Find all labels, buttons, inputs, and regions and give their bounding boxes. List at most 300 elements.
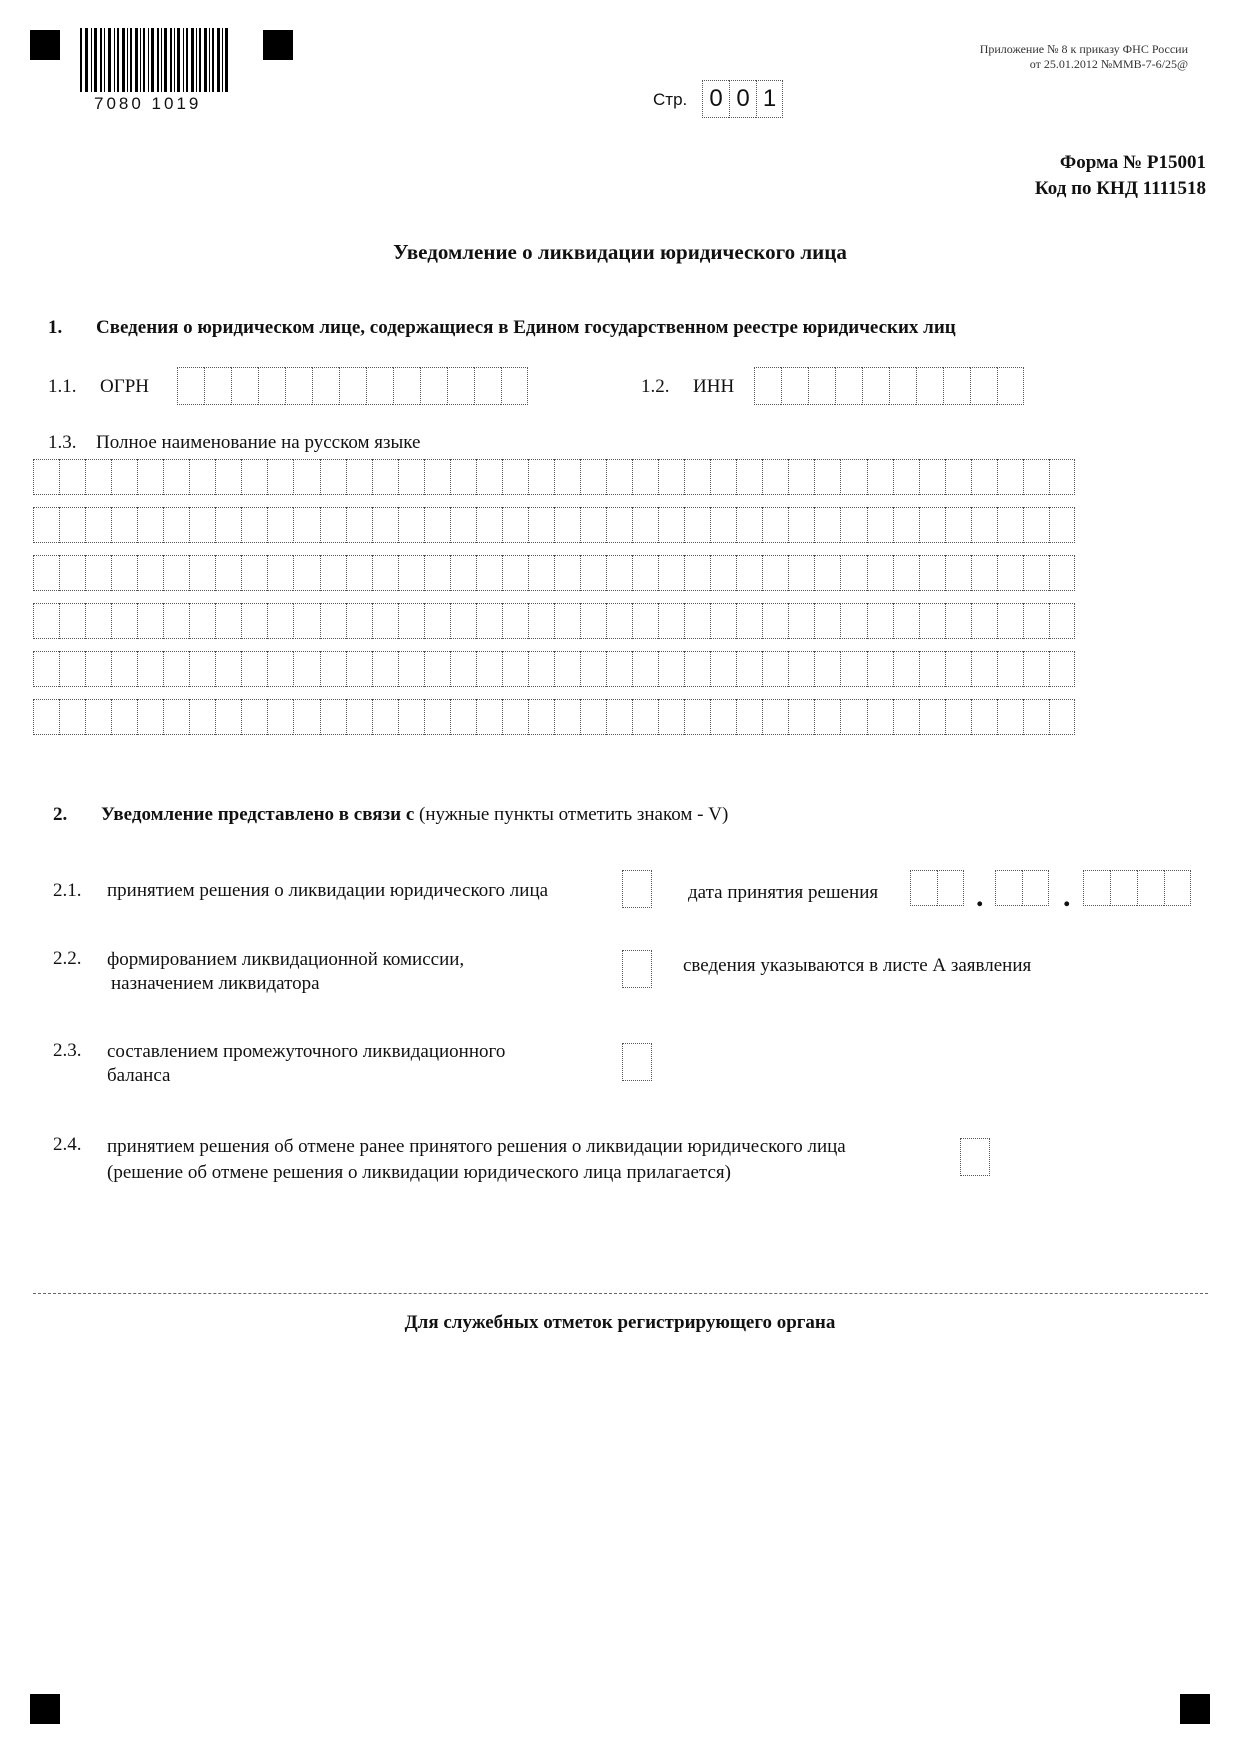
full-name-char-cell[interactable] bbox=[606, 603, 632, 639]
full-name-char-cell[interactable] bbox=[267, 507, 293, 543]
full-name-char-cell[interactable] bbox=[189, 555, 215, 591]
full-name-char-cell[interactable] bbox=[111, 651, 137, 687]
full-name-char-cell[interactable] bbox=[398, 555, 424, 591]
full-name-char-cell[interactable] bbox=[372, 459, 398, 495]
inn-digit-cell[interactable] bbox=[889, 367, 916, 405]
page-digit-cell: 0 bbox=[702, 80, 729, 118]
full-name-char-cell[interactable] bbox=[398, 699, 424, 735]
full-name-char-cell[interactable] bbox=[710, 603, 736, 639]
full-name-char-cell[interactable] bbox=[632, 603, 658, 639]
full-name-char-cell[interactable] bbox=[762, 651, 788, 687]
full-name-char-cell[interactable] bbox=[293, 603, 319, 639]
full-name-char-cell[interactable] bbox=[320, 651, 346, 687]
full-name-grid-row[interactable] bbox=[33, 699, 1075, 735]
full-name-grid-row[interactable] bbox=[33, 651, 1075, 687]
full-name-char-cell[interactable] bbox=[346, 651, 372, 687]
full-name-char-cell[interactable] bbox=[528, 699, 554, 735]
full-name-char-cell[interactable] bbox=[424, 507, 450, 543]
full-name-char-cell[interactable] bbox=[814, 459, 840, 495]
full-name-char-cell[interactable] bbox=[398, 459, 424, 495]
full-name-char-cell[interactable] bbox=[658, 507, 684, 543]
full-name-char-cell[interactable] bbox=[215, 699, 241, 735]
full-name-char-cell[interactable] bbox=[215, 555, 241, 591]
full-name-char-cell[interactable] bbox=[632, 507, 658, 543]
ogrn-digit-cell[interactable] bbox=[204, 367, 231, 405]
date-digit-cell[interactable] bbox=[1110, 870, 1137, 906]
full-name-char-cell[interactable] bbox=[450, 555, 476, 591]
full-name-char-cell[interactable] bbox=[606, 651, 632, 687]
full-name-char-cell[interactable] bbox=[762, 555, 788, 591]
full-name-char-cell[interactable] bbox=[346, 459, 372, 495]
full-name-char-cell[interactable] bbox=[137, 699, 163, 735]
full-name-char-cell[interactable] bbox=[684, 651, 710, 687]
full-name-char-cell[interactable] bbox=[450, 459, 476, 495]
inn-cells[interactable] bbox=[754, 367, 1024, 405]
full-name-char-cell[interactable] bbox=[1023, 507, 1049, 543]
full-name-char-cell[interactable] bbox=[736, 651, 762, 687]
full-name-char-cell[interactable] bbox=[241, 507, 267, 543]
inn-digit-cell[interactable] bbox=[970, 367, 997, 405]
full-name-char-cell[interactable] bbox=[919, 651, 945, 687]
form-identifiers bbox=[1035, 150, 1206, 202]
full-name-char-cell[interactable] bbox=[736, 459, 762, 495]
full-name-char-cell[interactable] bbox=[450, 651, 476, 687]
ogrn-digit-cell[interactable] bbox=[474, 367, 501, 405]
ogrn-digit-cell[interactable] bbox=[285, 367, 312, 405]
full-name-char-cell[interactable] bbox=[580, 603, 606, 639]
full-name-char-cell[interactable] bbox=[788, 459, 814, 495]
ogrn-digit-cell[interactable] bbox=[312, 367, 339, 405]
full-name-char-cell[interactable] bbox=[346, 603, 372, 639]
full-name-char-cell[interactable] bbox=[945, 603, 971, 639]
full-name-char-cell[interactable] bbox=[476, 603, 502, 639]
full-name-char-cell[interactable] bbox=[163, 699, 189, 735]
full-name-char-cell[interactable] bbox=[163, 459, 189, 495]
inn-digit-cell[interactable] bbox=[997, 367, 1024, 405]
ogrn-digit-cell[interactable] bbox=[420, 367, 447, 405]
full-name-char-cell[interactable] bbox=[1049, 651, 1075, 687]
full-name-char-cell[interactable] bbox=[658, 555, 684, 591]
full-name-char-cell[interactable] bbox=[111, 699, 137, 735]
item-2-2-line-2: назначением ликвидатора bbox=[111, 973, 320, 994]
full-name-char-cell[interactable] bbox=[997, 555, 1023, 591]
full-name-char-cell[interactable] bbox=[424, 699, 450, 735]
full-name-char-cell[interactable] bbox=[346, 699, 372, 735]
full-name-char-cell[interactable] bbox=[189, 651, 215, 687]
full-name-char-cell[interactable] bbox=[476, 459, 502, 495]
full-name-char-cell[interactable] bbox=[241, 459, 267, 495]
full-name-char-cell[interactable] bbox=[867, 507, 893, 543]
decision-date-label: дата принятия решения bbox=[688, 882, 879, 903]
ogrn-digit-cell[interactable] bbox=[339, 367, 366, 405]
full-name-char-cell[interactable] bbox=[919, 507, 945, 543]
full-name-char-cell[interactable] bbox=[606, 507, 632, 543]
inn-digit-cell[interactable] bbox=[835, 367, 862, 405]
full-name-char-cell[interactable] bbox=[554, 651, 580, 687]
full-name-char-cell[interactable] bbox=[111, 555, 137, 591]
full-name-char-cell[interactable] bbox=[267, 699, 293, 735]
full-name-char-cell[interactable] bbox=[320, 555, 346, 591]
full-name-char-cell[interactable] bbox=[945, 651, 971, 687]
full-name-char-cell[interactable] bbox=[736, 507, 762, 543]
full-name-char-cell[interactable] bbox=[632, 459, 658, 495]
full-name-char-cell[interactable] bbox=[59, 603, 85, 639]
ogrn-digit-cell[interactable] bbox=[393, 367, 420, 405]
full-name-char-cell[interactable] bbox=[320, 459, 346, 495]
full-name-char-cell[interactable] bbox=[111, 603, 137, 639]
full-name-char-cell[interactable] bbox=[632, 699, 658, 735]
section-2-number: 2. bbox=[53, 804, 68, 825]
full-name-char-cell[interactable] bbox=[346, 555, 372, 591]
full-name-char-cell[interactable] bbox=[189, 507, 215, 543]
full-name-char-cell[interactable] bbox=[945, 459, 971, 495]
inn-digit-cell[interactable] bbox=[808, 367, 835, 405]
full-name-char-cell[interactable] bbox=[736, 699, 762, 735]
full-name-char-cell[interactable] bbox=[919, 555, 945, 591]
date-digit-cell[interactable] bbox=[1137, 870, 1164, 906]
full-name-char-cell[interactable] bbox=[632, 651, 658, 687]
full-name-char-cell[interactable] bbox=[163, 603, 189, 639]
ogrn-digit-cell[interactable] bbox=[501, 367, 528, 405]
full-name-char-cell[interactable] bbox=[971, 555, 997, 591]
barcode bbox=[80, 28, 230, 92]
item-2-3-text bbox=[107, 1040, 505, 1088]
full-name-char-cell[interactable] bbox=[971, 459, 997, 495]
full-name-char-cell[interactable] bbox=[919, 603, 945, 639]
full-name-char-cell[interactable] bbox=[997, 651, 1023, 687]
full-name-char-cell[interactable] bbox=[762, 699, 788, 735]
full-name-grid-row[interactable] bbox=[33, 459, 1075, 495]
full-name-char-cell[interactable] bbox=[1049, 603, 1075, 639]
full-name-char-cell[interactable] bbox=[267, 555, 293, 591]
full-name-char-cell[interactable] bbox=[658, 603, 684, 639]
full-name-char-cell[interactable] bbox=[1023, 603, 1049, 639]
full-name-char-cell[interactable] bbox=[762, 459, 788, 495]
full-name-char-cell[interactable] bbox=[893, 459, 919, 495]
full-name-char-cell[interactable] bbox=[945, 555, 971, 591]
full-name-char-cell[interactable] bbox=[971, 603, 997, 639]
full-name-char-cell[interactable] bbox=[241, 699, 267, 735]
full-name-char-cell[interactable] bbox=[189, 459, 215, 495]
inn-digit-cell[interactable] bbox=[943, 367, 970, 405]
full-name-char-cell[interactable] bbox=[1049, 555, 1075, 591]
full-name-char-cell[interactable] bbox=[502, 459, 528, 495]
full-name-char-cell[interactable] bbox=[658, 459, 684, 495]
full-name-char-cell[interactable] bbox=[241, 603, 267, 639]
full-name-char-cell[interactable] bbox=[215, 651, 241, 687]
full-name-char-cell[interactable] bbox=[1049, 699, 1075, 735]
date-day-cells[interactable] bbox=[910, 870, 964, 906]
full-name-char-cell[interactable] bbox=[215, 507, 241, 543]
full-name-char-cell[interactable] bbox=[111, 459, 137, 495]
full-name-char-cell[interactable] bbox=[320, 507, 346, 543]
full-name-char-cell[interactable] bbox=[762, 507, 788, 543]
full-name-char-cell[interactable] bbox=[33, 603, 59, 639]
full-name-char-cell[interactable] bbox=[684, 459, 710, 495]
full-name-char-cell[interactable] bbox=[1023, 555, 1049, 591]
full-name-char-cell[interactable] bbox=[632, 555, 658, 591]
official-marks-heading: Для служебных отметок регистрирующего органа bbox=[404, 1312, 836, 1333]
full-name-char-cell[interactable] bbox=[85, 507, 111, 543]
full-name-char-cell[interactable] bbox=[450, 603, 476, 639]
full-name-char-cell[interactable] bbox=[33, 507, 59, 543]
full-name-char-cell[interactable] bbox=[320, 699, 346, 735]
full-name-char-cell[interactable] bbox=[554, 555, 580, 591]
full-name-char-cell[interactable] bbox=[189, 699, 215, 735]
full-name-char-cell[interactable] bbox=[710, 507, 736, 543]
full-name-char-cell[interactable] bbox=[111, 507, 137, 543]
full-name-char-cell[interactable] bbox=[814, 651, 840, 687]
full-name-char-cell[interactable] bbox=[893, 651, 919, 687]
full-name-char-cell[interactable] bbox=[658, 651, 684, 687]
date-digit-cell[interactable] bbox=[1022, 870, 1049, 906]
full-name-char-cell[interactable] bbox=[476, 555, 502, 591]
full-name-char-cell[interactable] bbox=[502, 507, 528, 543]
full-name-char-cell[interactable] bbox=[320, 603, 346, 639]
full-name-char-cell[interactable] bbox=[606, 699, 632, 735]
full-name-char-cell[interactable] bbox=[814, 507, 840, 543]
full-name-char-cell[interactable] bbox=[398, 507, 424, 543]
full-name-char-cell[interactable] bbox=[137, 603, 163, 639]
full-name-char-cell[interactable] bbox=[814, 699, 840, 735]
full-name-char-cell[interactable] bbox=[528, 651, 554, 687]
full-name-grid-row[interactable] bbox=[33, 507, 1075, 543]
full-name-char-cell[interactable] bbox=[893, 603, 919, 639]
full-name-label: Полное наименование на русском языке bbox=[96, 432, 421, 453]
full-name-char-cell[interactable] bbox=[163, 555, 189, 591]
full-name-char-cell[interactable] bbox=[1049, 507, 1075, 543]
full-name-char-cell[interactable] bbox=[580, 555, 606, 591]
inn-digit-cell[interactable] bbox=[754, 367, 781, 405]
full-name-char-cell[interactable] bbox=[528, 507, 554, 543]
full-name-char-cell[interactable] bbox=[945, 507, 971, 543]
full-name-char-cell[interactable] bbox=[85, 555, 111, 591]
full-name-char-cell[interactable] bbox=[215, 459, 241, 495]
full-name-char-cell[interactable] bbox=[580, 651, 606, 687]
full-name-char-cell[interactable] bbox=[788, 699, 814, 735]
full-name-char-cell[interactable] bbox=[945, 699, 971, 735]
full-name-char-cell[interactable] bbox=[1023, 651, 1049, 687]
full-name-char-cell[interactable] bbox=[372, 603, 398, 639]
full-name-char-cell[interactable] bbox=[710, 555, 736, 591]
full-name-char-cell[interactable] bbox=[476, 699, 502, 735]
full-name-char-cell[interactable] bbox=[59, 459, 85, 495]
full-name-char-cell[interactable] bbox=[59, 507, 85, 543]
full-name-char-cell[interactable] bbox=[997, 699, 1023, 735]
full-name-char-cell[interactable] bbox=[606, 459, 632, 495]
item-2-3-number: 2.3. bbox=[53, 1040, 82, 1061]
date-digit-cell[interactable] bbox=[995, 870, 1022, 906]
full-name-char-cell[interactable] bbox=[893, 507, 919, 543]
full-name-char-cell[interactable] bbox=[788, 603, 814, 639]
full-name-char-cell[interactable] bbox=[554, 699, 580, 735]
full-name-char-cell[interactable] bbox=[293, 651, 319, 687]
full-name-char-cell[interactable] bbox=[580, 459, 606, 495]
full-name-char-cell[interactable] bbox=[554, 603, 580, 639]
full-name-char-cell[interactable] bbox=[919, 699, 945, 735]
full-name-char-cell[interactable] bbox=[997, 507, 1023, 543]
full-name-char-cell[interactable] bbox=[85, 459, 111, 495]
full-name-char-cell[interactable] bbox=[476, 651, 502, 687]
date-month-cells[interactable] bbox=[995, 870, 1049, 906]
full-name-char-cell[interactable] bbox=[372, 699, 398, 735]
full-name-char-cell[interactable] bbox=[398, 603, 424, 639]
full-name-char-cell[interactable] bbox=[424, 459, 450, 495]
full-name-char-cell[interactable] bbox=[346, 507, 372, 543]
full-name-char-cell[interactable] bbox=[1049, 459, 1075, 495]
full-name-char-cell[interactable] bbox=[840, 699, 866, 735]
full-name-char-cell[interactable] bbox=[580, 699, 606, 735]
full-name-char-cell[interactable] bbox=[137, 507, 163, 543]
checkbox-2-4[interactable] bbox=[960, 1138, 990, 1176]
full-name-char-cell[interactable] bbox=[684, 507, 710, 543]
full-name-char-cell[interactable] bbox=[33, 651, 59, 687]
full-name-char-cell[interactable] bbox=[684, 555, 710, 591]
full-name-char-cell[interactable] bbox=[502, 699, 528, 735]
date-separator: . bbox=[1063, 880, 1071, 913]
full-name-char-cell[interactable] bbox=[163, 651, 189, 687]
full-name-char-cell[interactable] bbox=[450, 699, 476, 735]
full-name-char-cell[interactable] bbox=[137, 651, 163, 687]
ogrn-digit-cell[interactable] bbox=[258, 367, 285, 405]
full-name-char-cell[interactable] bbox=[267, 459, 293, 495]
date-digit-cell[interactable] bbox=[1164, 870, 1191, 906]
full-name-char-cell[interactable] bbox=[85, 603, 111, 639]
checkbox-2-1[interactable] bbox=[622, 870, 652, 908]
full-name-char-cell[interactable] bbox=[1023, 459, 1049, 495]
full-name-grid-row[interactable] bbox=[33, 603, 1075, 639]
full-name-char-cell[interactable] bbox=[788, 507, 814, 543]
ogrn-cells[interactable] bbox=[177, 367, 528, 405]
full-name-char-cell[interactable] bbox=[163, 507, 189, 543]
full-name-char-cell[interactable] bbox=[919, 459, 945, 495]
full-name-char-cell[interactable] bbox=[293, 507, 319, 543]
full-name-char-cell[interactable] bbox=[476, 507, 502, 543]
full-name-char-cell[interactable] bbox=[867, 603, 893, 639]
full-name-char-cell[interactable] bbox=[424, 555, 450, 591]
full-name-char-cell[interactable] bbox=[840, 651, 866, 687]
full-name-char-cell[interactable] bbox=[215, 603, 241, 639]
full-name-char-cell[interactable] bbox=[736, 603, 762, 639]
date-year-cells[interactable] bbox=[1083, 870, 1191, 906]
full-name-char-cell[interactable] bbox=[814, 555, 840, 591]
full-name-char-cell[interactable] bbox=[424, 651, 450, 687]
full-name-char-cell[interactable] bbox=[59, 651, 85, 687]
full-name-char-cell[interactable] bbox=[710, 651, 736, 687]
full-name-char-cell[interactable] bbox=[33, 555, 59, 591]
checkbox-2-3[interactable] bbox=[622, 1043, 652, 1081]
full-name-char-cell[interactable] bbox=[372, 651, 398, 687]
full-name-char-cell[interactable] bbox=[867, 555, 893, 591]
full-name-char-cell[interactable] bbox=[840, 459, 866, 495]
full-name-char-cell[interactable] bbox=[372, 507, 398, 543]
full-name-char-cell[interactable] bbox=[867, 699, 893, 735]
full-name-char-cell[interactable] bbox=[267, 603, 293, 639]
full-name-char-cell[interactable] bbox=[189, 603, 215, 639]
full-name-char-cell[interactable] bbox=[528, 459, 554, 495]
ogrn-digit-cell[interactable] bbox=[177, 367, 204, 405]
full-name-char-cell[interactable] bbox=[814, 603, 840, 639]
full-name-char-cell[interactable] bbox=[59, 699, 85, 735]
full-name-char-cell[interactable] bbox=[241, 651, 267, 687]
full-name-char-cell[interactable] bbox=[788, 555, 814, 591]
checkbox-2-2[interactable] bbox=[622, 950, 652, 988]
full-name-char-cell[interactable] bbox=[398, 651, 424, 687]
full-name-char-cell[interactable] bbox=[85, 699, 111, 735]
full-name-char-cell[interactable] bbox=[971, 699, 997, 735]
full-name-char-cell[interactable] bbox=[293, 555, 319, 591]
full-name-char-cell[interactable] bbox=[59, 555, 85, 591]
full-name-char-cell[interactable] bbox=[137, 555, 163, 591]
full-name-char-cell[interactable] bbox=[971, 507, 997, 543]
date-separator: . bbox=[976, 880, 984, 913]
full-name-char-cell[interactable] bbox=[241, 555, 267, 591]
full-name-grid-row[interactable] bbox=[33, 555, 1075, 591]
full-name-char-cell[interactable] bbox=[710, 459, 736, 495]
full-name-char-cell[interactable] bbox=[528, 603, 554, 639]
full-name-char-cell[interactable] bbox=[840, 603, 866, 639]
full-name-char-cell[interactable] bbox=[137, 459, 163, 495]
full-name-char-cell[interactable] bbox=[502, 603, 528, 639]
full-name-char-cell[interactable] bbox=[33, 459, 59, 495]
full-name-char-cell[interactable] bbox=[867, 459, 893, 495]
inn-digit-cell[interactable] bbox=[781, 367, 808, 405]
item-2-2-line-1: формированием ликвидационной комиссии, bbox=[107, 949, 465, 970]
ogrn-digit-cell[interactable] bbox=[366, 367, 393, 405]
full-name-char-cell[interactable] bbox=[502, 651, 528, 687]
full-name-char-cell[interactable] bbox=[684, 603, 710, 639]
full-name-char-cell[interactable] bbox=[293, 699, 319, 735]
inn-digit-cell[interactable] bbox=[916, 367, 943, 405]
date-digit-cell[interactable] bbox=[937, 870, 964, 906]
full-name-char-cell[interactable] bbox=[554, 507, 580, 543]
full-name-char-cell[interactable] bbox=[762, 603, 788, 639]
full-name-char-cell[interactable] bbox=[580, 507, 606, 543]
full-name-char-cell[interactable] bbox=[502, 555, 528, 591]
full-name-char-cell[interactable] bbox=[658, 699, 684, 735]
full-name-char-cell[interactable] bbox=[788, 651, 814, 687]
full-name-char-cell[interactable] bbox=[840, 507, 866, 543]
full-name-char-cell[interactable] bbox=[997, 459, 1023, 495]
full-name-char-cell[interactable] bbox=[372, 555, 398, 591]
full-name-char-cell[interactable] bbox=[293, 459, 319, 495]
full-name-char-cell[interactable] bbox=[424, 603, 450, 639]
ogrn-digit-cell[interactable] bbox=[231, 367, 258, 405]
date-digit-cell[interactable] bbox=[1083, 870, 1110, 906]
full-name-char-cell[interactable] bbox=[267, 651, 293, 687]
full-name-char-cell[interactable] bbox=[450, 507, 476, 543]
full-name-char-cell[interactable] bbox=[606, 555, 632, 591]
full-name-char-cell[interactable] bbox=[528, 555, 554, 591]
date-digit-cell[interactable] bbox=[910, 870, 937, 906]
full-name-char-cell[interactable] bbox=[997, 603, 1023, 639]
full-name-char-cell[interactable] bbox=[710, 699, 736, 735]
full-name-char-cell[interactable] bbox=[33, 699, 59, 735]
full-name-char-cell[interactable] bbox=[1023, 699, 1049, 735]
inn-digit-cell[interactable] bbox=[862, 367, 889, 405]
full-name-char-cell[interactable] bbox=[840, 555, 866, 591]
full-name-char-cell[interactable] bbox=[684, 699, 710, 735]
ogrn-digit-cell[interactable] bbox=[447, 367, 474, 405]
full-name-char-cell[interactable] bbox=[85, 651, 111, 687]
section-2-heading: Уведомление представлено в связи с bbox=[101, 804, 415, 825]
full-name-char-cell[interactable] bbox=[893, 699, 919, 735]
full-name-char-cell[interactable] bbox=[893, 555, 919, 591]
full-name-char-cell[interactable] bbox=[971, 651, 997, 687]
full-name-char-cell[interactable] bbox=[867, 651, 893, 687]
full-name-char-cell[interactable] bbox=[554, 459, 580, 495]
full-name-char-cell[interactable] bbox=[736, 555, 762, 591]
